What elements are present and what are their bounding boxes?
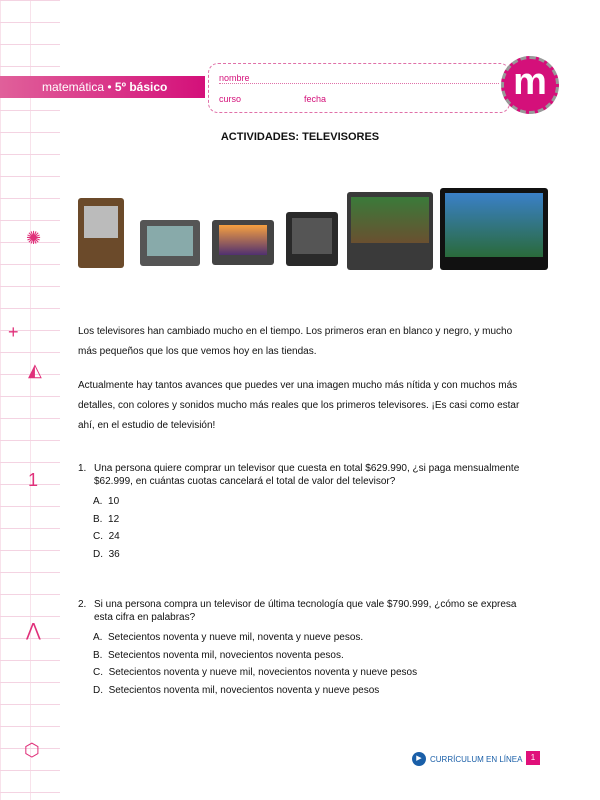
question-2-options [93,632,417,702]
option-b[interactable] [93,650,417,668]
footer-brand [412,752,522,766]
compass-icon: ⋀ [26,620,41,640]
option-text: 12 [108,513,120,525]
question-number: 1. [78,463,87,474]
option-text: Setecientos noventa mil, novecientos noventa y nueve pesos [108,684,380,696]
question-2 [78,598,538,624]
plus-icon: + [8,322,19,342]
course-field[interactable]: curso [219,94,242,104]
play-icon: ▶ [412,752,426,766]
option-d[interactable] [93,685,417,703]
triangle-icon: ◭ [28,360,42,380]
tv-image-1 [78,198,124,268]
separator: • [107,80,112,94]
option-b[interactable] [93,514,120,532]
name-field[interactable]: nombre [219,73,250,83]
option-letter: B. [93,649,103,661]
option-letter: C. [93,531,103,542]
tv-image-2 [140,220,200,266]
question-number: 2. [78,599,87,610]
subject-band [0,76,205,98]
tv-image-5 [347,192,433,270]
intro-paragraph-2: Actualmente hay tantos avances que puedes ver una imagen mucho más nítida y con muchos más detalles, con colores y sonidos mucho más reales que los primeros televisores. ¡Es casi como estar ahí, en el estudio de televisión! [78,380,520,431]
option-letter: A. [93,496,103,507]
option-text: 10 [108,496,120,507]
intro-paragraph-1: Los televisores han cambiado mucho en el tiempo. Los primeros eran en blanco y negro, y mucho más pequeños que los que vemos hoy en las tiendas. [78,326,513,357]
option-letter: C. [93,667,103,678]
option-c[interactable] [93,531,120,549]
option-letter: D. [93,548,103,560]
option-letter: D. [93,684,103,696]
number-one-icon: 1 [28,470,39,490]
protractor-icon: ✺ [26,228,42,248]
decorative-grid [0,0,60,800]
cube-icon: ⬡ [24,740,40,760]
question-text: Si una persona compra un televisor de última tecnología que vale $790.999, ¿cómo se expresa esta cifra en palabras? [94,599,517,623]
tv-image-4 [286,212,338,266]
brand-text: CURRÍCULUM EN LÍNEA [430,754,523,764]
option-a[interactable] [93,496,120,514]
logo: m [501,56,559,114]
grade-label: 5º básico [114,80,168,94]
option-d[interactable] [93,549,120,567]
option-text: 36 [108,548,120,560]
page-number: 1 [526,751,540,765]
question-1-options [93,496,120,566]
student-info-box [208,63,510,113]
page-title: ACTIVIDADES: TELEVISORES [220,131,380,143]
tv-image-3 [212,220,274,265]
option-c[interactable] [93,667,417,685]
question-text: Una persona quiere comprar un televisor que cuesta en total $629.990, ¿si paga mensualmente $62.999, en cuántas cuotas cancelará el total de valor del televisor? [94,463,520,487]
question-1 [78,462,538,488]
option-text: Setecientos noventa mil, novecientos noventa pesos. [108,649,344,661]
subject-label: matemática [42,80,105,94]
option-letter: B. [93,513,103,525]
option-text: Setecientos noventa y nueve mil, novecientos noventa y nueve pesos [108,667,418,678]
option-a[interactable] [93,632,417,650]
date-field[interactable]: fecha [304,94,327,104]
tv-image-6 [440,188,548,270]
option-letter: A. [93,632,103,643]
option-text: 24 [108,531,120,542]
option-text: Setecientos noventa y nueve mil, noventa y nueve pesos. [108,632,364,643]
